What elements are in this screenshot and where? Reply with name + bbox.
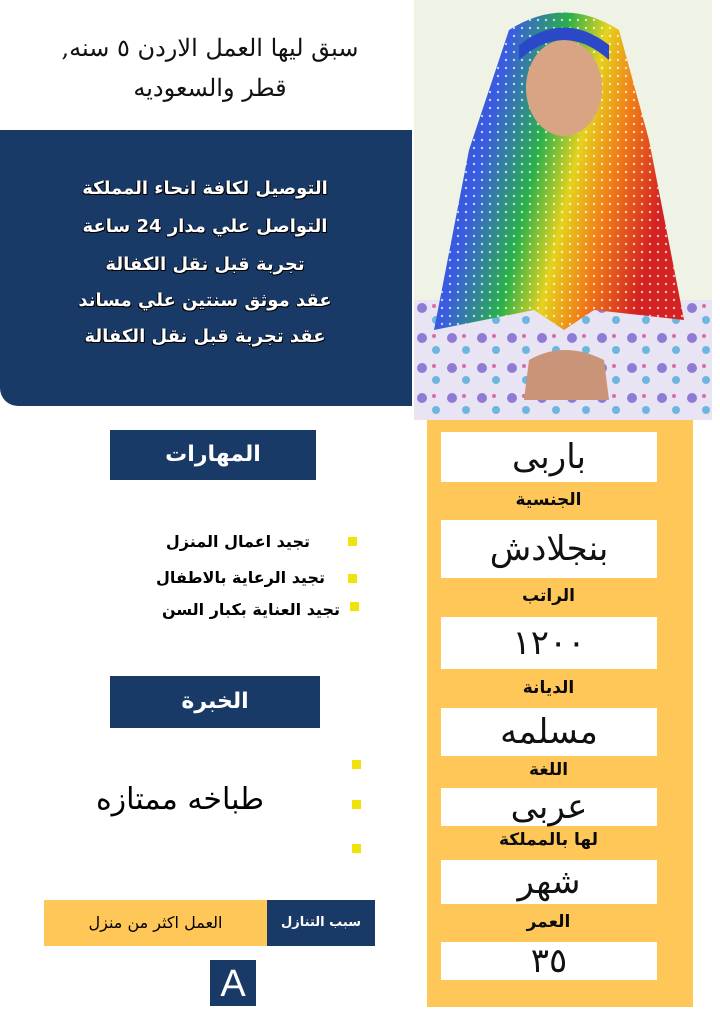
experience-value: طباخه ممتازه [95,782,265,817]
transfer-reason-label: سبب التنازل [267,900,375,946]
feature-item: التوصيل لكافة انحاء المملكة [82,178,328,199]
prior-work-line-2: قطر والسعوديه [133,74,287,102]
worker-photo [414,0,712,420]
bullet-icon [350,602,359,611]
religion-field: مسلمه [441,708,657,756]
skill-item: تجيد الرعاية بالاطفال [156,568,325,587]
bullet-icon [348,537,357,546]
salary-field: ١٢٠٠ [441,617,657,669]
in-kingdom-field: شهر [441,860,657,904]
transfer-reason-value: العمل اكثر من منزل [44,900,267,946]
experience-heading: الخبرة [110,676,320,728]
age-label: العمر [526,912,571,932]
in-kingdom-label: لها بالمملكة [499,830,598,850]
bullet-icon [352,844,361,853]
age-field: ٣٥ [441,942,657,980]
skill-item: تجيد العناية بكبار السن [161,600,340,619]
prior-work-text [20,28,400,108]
bullet-icon [352,800,361,809]
logo-a: A [210,960,256,1006]
prior-work-line-1: سبق ليها العمل الاردن ٥ سنه, [61,34,359,62]
language-label: اللغة [528,760,569,780]
salary-label: الراتب [522,586,575,606]
feature-item: تجربة قبل نقل الكفالة [105,254,305,275]
name-field: باربى [441,432,657,482]
feature-item: التواصل علي مدار 24 ساعة [82,216,328,237]
religion-label: الديانة [522,678,575,698]
bullet-icon [352,760,361,769]
nationality-label: الجنسية [515,490,582,510]
features-panel [0,130,412,406]
nationality-field: بنجلادش [441,520,657,578]
skill-item: تجيد اعمال المنزل [165,532,310,551]
feature-item: عقد موثق سنتين علي مساند [78,290,332,311]
skills-heading: المهارات [110,430,316,480]
bullet-icon [348,574,357,583]
worker-photo-illustration [414,0,712,420]
language-field: عربى [441,788,657,826]
feature-item: عقد تجربة قبل نقل الكفالة [84,326,326,347]
info-panel [427,420,693,1007]
